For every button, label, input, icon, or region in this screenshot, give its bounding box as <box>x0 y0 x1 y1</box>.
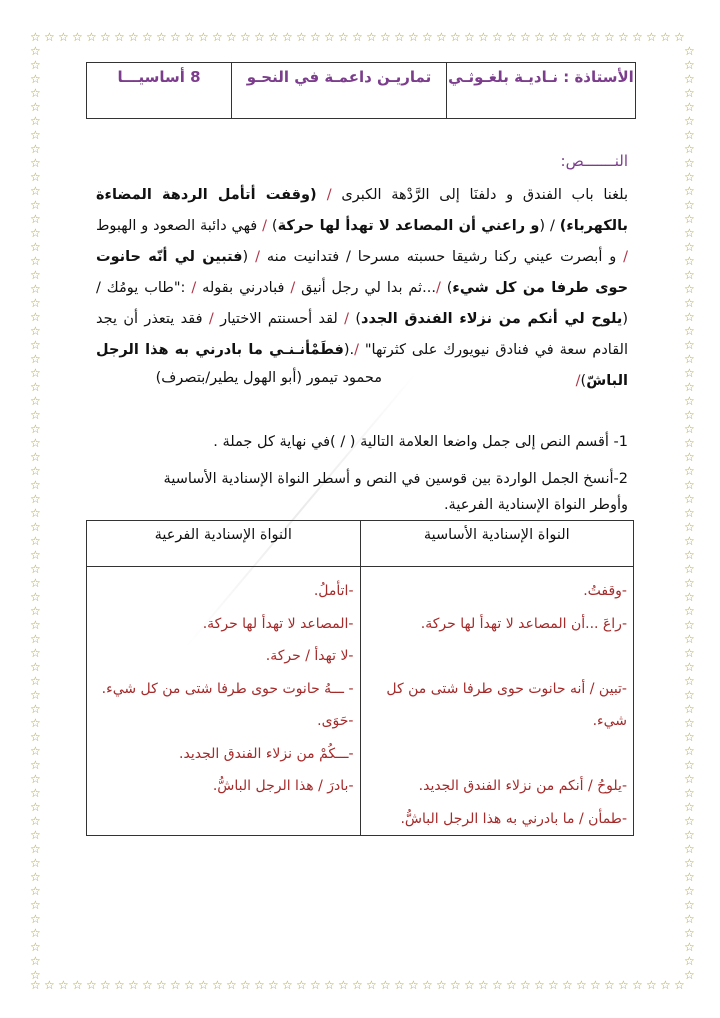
star-icon: ☆ <box>684 842 695 856</box>
star-icon: ☆ <box>100 978 111 992</box>
star-icon: ☆ <box>30 394 41 408</box>
star-icon: ☆ <box>30 800 41 814</box>
star-icon: ☆ <box>450 978 461 992</box>
answer-line: -المصاعد لا تهدأ لها حركة. <box>202 615 354 632</box>
star-icon: ☆ <box>30 548 41 562</box>
star-icon: ☆ <box>30 324 41 338</box>
star-icon: ☆ <box>684 926 695 940</box>
star-icon: ☆ <box>30 978 41 992</box>
star-icon: ☆ <box>684 716 695 730</box>
star-icon: ☆ <box>268 978 279 992</box>
star-icon: ☆ <box>684 702 695 716</box>
sentence-separator: / <box>326 187 332 203</box>
star-icon: ☆ <box>30 660 41 674</box>
answer-line: -تبين / أنه حانوت حوى طرفا شتى من كل شيء. <box>386 680 627 729</box>
star-icon: ☆ <box>684 660 695 674</box>
star-icon: ☆ <box>30 618 41 632</box>
star-icon: ☆ <box>684 576 695 590</box>
star-icon: ☆ <box>240 978 251 992</box>
star-icon: ☆ <box>100 30 111 44</box>
passage-segment: فهي دائبة الصعود و الهبوط <box>96 218 263 234</box>
star-icon: ☆ <box>30 450 41 464</box>
star-icon: ☆ <box>30 632 41 646</box>
star-icon: ☆ <box>684 338 695 352</box>
passage-segment: فتبين لي أنّه حانوت حوى طرفا من كل شيء <box>96 249 629 296</box>
star-icon: ☆ <box>684 534 695 548</box>
star-icon: ☆ <box>684 44 695 58</box>
passage-segment: بلغنا باب الفندق و دلفنَا إلى الرَّدْهة الكبرى <box>331 187 628 203</box>
star-icon: ☆ <box>684 114 695 128</box>
star-icon: ☆ <box>338 30 349 44</box>
star-icon: ☆ <box>646 30 657 44</box>
star-icon: ☆ <box>30 464 41 478</box>
star-icon: ☆ <box>684 856 695 870</box>
star-icon: ☆ <box>684 758 695 772</box>
star-icon: ☆ <box>30 366 41 380</box>
star-icon: ☆ <box>366 978 377 992</box>
star-icon: ☆ <box>30 254 41 268</box>
star-icon: ☆ <box>604 978 615 992</box>
star-icon: ☆ <box>684 422 695 436</box>
star-icon: ☆ <box>684 226 695 240</box>
passage-segment: و راعني أن المصاعد لا تهدأ لها حركة <box>277 218 540 234</box>
star-icon: ☆ <box>684 954 695 968</box>
star-icon: ☆ <box>30 786 41 800</box>
answer-line: -طمأن / ما بادرني به هذا الرجل الباشُّ. <box>400 810 627 827</box>
star-icon: ☆ <box>156 30 167 44</box>
star-icon: ☆ <box>268 30 279 44</box>
star-icon: ☆ <box>632 978 643 992</box>
star-icon: ☆ <box>646 978 657 992</box>
reading-passage <box>96 180 628 397</box>
star-icon: ☆ <box>684 156 695 170</box>
star-icon: ☆ <box>30 478 41 492</box>
star-icon: ☆ <box>464 978 475 992</box>
worksheet-subject: تماريـن داعمـة في النحـو <box>231 63 446 118</box>
star-icon: ☆ <box>492 30 503 44</box>
star-icon: ☆ <box>30 170 41 184</box>
star-icon: ☆ <box>492 978 503 992</box>
passage-segment: فطَمْأنـنـي ما بادرني به هذا الرجل الباشّ <box>96 342 628 389</box>
star-icon: ☆ <box>422 30 433 44</box>
answer-line: -اتأملُ. <box>313 583 354 599</box>
star-icon: ☆ <box>684 366 695 380</box>
star-icon: ☆ <box>590 978 601 992</box>
star-icon: ☆ <box>184 978 195 992</box>
star-icon: ☆ <box>684 128 695 142</box>
passage-segment: (وقفت أتأمل الردهة المضاءة بالكهرباء) <box>96 187 628 234</box>
star-icon: ☆ <box>30 268 41 282</box>
star-icon: ☆ <box>520 30 531 44</box>
star-icon: ☆ <box>380 30 391 44</box>
star-icon: ☆ <box>618 978 629 992</box>
teacher-name: الأستاذة : نـاديـة بلغـوثـي <box>446 63 635 118</box>
star-icon: ☆ <box>240 30 251 44</box>
star-icon: ☆ <box>366 30 377 44</box>
star-icon: ☆ <box>380 978 391 992</box>
passage-segment: لقد أحسنتم الاختيار <box>213 311 345 327</box>
star-icon: ☆ <box>30 58 41 72</box>
answer-line <box>365 640 628 673</box>
star-icon: ☆ <box>684 212 695 226</box>
star-icon: ☆ <box>198 30 209 44</box>
star-icon: ☆ <box>30 772 41 786</box>
star-icon: ☆ <box>324 978 335 992</box>
star-icon: ☆ <box>30 674 41 688</box>
star-icon: ☆ <box>684 492 695 506</box>
star-icon: ☆ <box>30 688 41 702</box>
star-icon: ☆ <box>684 184 695 198</box>
star-icon: ☆ <box>30 310 41 324</box>
sentence-separator: / <box>575 373 581 389</box>
passage-segment: و أبصرت عيني ركنا رشيقا حسبته مسرحا / فتدانيت منه <box>259 249 624 265</box>
star-icon: ☆ <box>30 296 41 310</box>
star-icon: ☆ <box>30 898 41 912</box>
star-icon: ☆ <box>684 506 695 520</box>
star-icon: ☆ <box>226 978 237 992</box>
star-icon: ☆ <box>684 898 695 912</box>
answer-line: -لا تهدأ / حركة. <box>265 648 354 664</box>
star-icon: ☆ <box>684 352 695 366</box>
sentence-separator: / <box>344 311 350 327</box>
star-icon: ☆ <box>30 352 41 366</box>
star-icon: ☆ <box>684 58 695 72</box>
star-icon: ☆ <box>684 828 695 842</box>
star-icon: ☆ <box>30 380 41 394</box>
star-icon: ☆ <box>86 978 97 992</box>
star-icon: ☆ <box>30 730 41 744</box>
star-icon: ☆ <box>296 978 307 992</box>
star-icon: ☆ <box>44 30 55 44</box>
star-icon: ☆ <box>534 978 545 992</box>
sentence-separator: / <box>290 280 296 296</box>
star-icon: ☆ <box>684 436 695 450</box>
star-icon: ☆ <box>684 310 695 324</box>
star-icon: ☆ <box>684 198 695 212</box>
sentence-separator: / <box>191 280 197 296</box>
star-icon: ☆ <box>30 240 41 254</box>
passage-segment: ( <box>242 249 256 265</box>
star-icon: ☆ <box>562 30 573 44</box>
star-icon: ☆ <box>684 254 695 268</box>
star-icon: ☆ <box>684 870 695 884</box>
star-icon: ☆ <box>684 282 695 296</box>
star-icon: ☆ <box>576 978 587 992</box>
star-icon: ☆ <box>30 954 41 968</box>
star-icon: ☆ <box>674 30 685 44</box>
answer-line: -ـــكُمْ من نزلاء الفندق الجديد. <box>179 745 354 762</box>
star-icon: ☆ <box>684 72 695 86</box>
star-icon: ☆ <box>184 30 195 44</box>
passage-segment: ...ثم بدا لي رجل أنيق <box>295 280 436 296</box>
star-icon: ☆ <box>30 562 41 576</box>
star-icon: ☆ <box>684 450 695 464</box>
star-icon: ☆ <box>114 30 125 44</box>
star-icon: ☆ <box>30 884 41 898</box>
star-icon: ☆ <box>338 978 349 992</box>
star-icon: ☆ <box>684 604 695 618</box>
answer-line: - ـــهُ حانوت حوى طرفا شتى من كل شيء. <box>101 680 354 697</box>
star-icon: ☆ <box>114 978 125 992</box>
star-icon: ☆ <box>170 30 181 44</box>
sentence-separator: / <box>262 218 268 234</box>
star-icon: ☆ <box>128 30 139 44</box>
star-icon: ☆ <box>30 646 41 660</box>
author-citation: محمود تيمور (أبو الهول يطير/بتصرف) <box>155 370 382 386</box>
star-icon: ☆ <box>436 30 447 44</box>
star-icon: ☆ <box>684 142 695 156</box>
star-icon: ☆ <box>30 44 41 58</box>
star-icon: ☆ <box>30 282 41 296</box>
star-icon: ☆ <box>632 30 643 44</box>
star-icon: ☆ <box>72 30 83 44</box>
star-icon: ☆ <box>142 30 153 44</box>
star-icon: ☆ <box>30 128 41 142</box>
star-icon: ☆ <box>30 198 41 212</box>
star-icon: ☆ <box>684 562 695 576</box>
star-icon: ☆ <box>422 978 433 992</box>
star-icon: ☆ <box>30 604 41 618</box>
answer-line <box>365 738 628 771</box>
star-icon: ☆ <box>604 30 615 44</box>
star-icon: ☆ <box>684 884 695 898</box>
star-icon: ☆ <box>684 618 695 632</box>
star-icon: ☆ <box>212 30 223 44</box>
star-icon: ☆ <box>30 758 41 772</box>
answer-line: -وقفتُ. <box>583 583 627 599</box>
star-icon: ☆ <box>684 590 695 604</box>
star-icon: ☆ <box>30 114 41 128</box>
star-icon: ☆ <box>30 534 41 548</box>
star-icon: ☆ <box>30 436 41 450</box>
star-icon: ☆ <box>684 408 695 422</box>
star-icon: ☆ <box>30 828 41 842</box>
column-header-main: النواة الإسنادية الأساسية <box>360 521 634 567</box>
passage-segment: ) <box>349 311 362 327</box>
star-icon: ☆ <box>30 184 41 198</box>
star-icon: ☆ <box>296 30 307 44</box>
passage-segment: .( <box>343 342 355 358</box>
star-icon: ☆ <box>684 800 695 814</box>
star-icon: ☆ <box>44 978 55 992</box>
star-icon: ☆ <box>156 978 167 992</box>
star-icon: ☆ <box>684 170 695 184</box>
star-icon: ☆ <box>30 100 41 114</box>
star-icon: ☆ <box>660 978 671 992</box>
star-icon: ☆ <box>506 30 517 44</box>
star-icon: ☆ <box>30 142 41 156</box>
star-icon: ☆ <box>464 30 475 44</box>
star-icon: ☆ <box>30 408 41 422</box>
star-icon: ☆ <box>30 744 41 758</box>
question-2: 2-أنسخ الجمل الواردة بين قوسين في النص و أسطر النواة الإسنادية الأساسية وأوطر النواة الإسنادية الفرعية. <box>163 471 628 513</box>
star-icon: ☆ <box>562 978 573 992</box>
star-icon: ☆ <box>590 30 601 44</box>
star-icon: ☆ <box>352 978 363 992</box>
star-icon: ☆ <box>30 226 41 240</box>
main-core-answers <box>360 567 634 836</box>
star-icon: ☆ <box>548 30 559 44</box>
star-icon: ☆ <box>58 30 69 44</box>
star-icon: ☆ <box>674 978 685 992</box>
star-icon: ☆ <box>684 520 695 534</box>
star-icon: ☆ <box>72 978 83 992</box>
star-icon: ☆ <box>30 30 41 44</box>
star-icon: ☆ <box>684 814 695 828</box>
star-icon: ☆ <box>684 912 695 926</box>
question-1: 1- أقسم النص إلى جمل واضعا العلامة التالية ( / )في نهاية كل جملة . <box>213 434 628 450</box>
star-icon: ☆ <box>576 30 587 44</box>
star-icon: ☆ <box>684 940 695 954</box>
star-icon: ☆ <box>684 632 695 646</box>
star-icon: ☆ <box>436 978 447 992</box>
star-icon: ☆ <box>684 478 695 492</box>
star-icon: ☆ <box>684 968 695 982</box>
star-icon: ☆ <box>520 978 531 992</box>
star-icon: ☆ <box>142 978 153 992</box>
star-icon: ☆ <box>684 100 695 114</box>
star-icon: ☆ <box>30 212 41 226</box>
star-icon: ☆ <box>684 646 695 660</box>
answer-table <box>86 520 634 836</box>
star-icon: ☆ <box>30 338 41 352</box>
star-icon: ☆ <box>30 72 41 86</box>
star-icon: ☆ <box>310 978 321 992</box>
star-icon: ☆ <box>684 394 695 408</box>
star-icon: ☆ <box>198 978 209 992</box>
sentence-separator: / <box>255 249 260 265</box>
star-icon: ☆ <box>282 978 293 992</box>
answer-line: -يلوحُ / أنكم من نزلاء الفندق الجديد. <box>418 778 627 794</box>
star-icon: ☆ <box>30 940 41 954</box>
passage-segment: يلوح لي أنكم من نزلاء الفندق الجدد <box>361 311 623 327</box>
star-icon: ☆ <box>684 324 695 338</box>
star-icon: ☆ <box>30 506 41 520</box>
star-icon: ☆ <box>30 716 41 730</box>
column-header-sub: النواة الإسنادية الفرعية <box>87 521 361 567</box>
answer-line: -راعَ ...أن المصاعد لا تهدأ لها حركة. <box>420 615 627 632</box>
star-icon: ☆ <box>30 422 41 436</box>
header-table <box>86 62 636 119</box>
star-icon: ☆ <box>394 30 405 44</box>
star-icon: ☆ <box>30 86 41 100</box>
star-icon: ☆ <box>408 30 419 44</box>
passage-segment: ) <box>580 373 587 389</box>
answer-line: -حَوَى. <box>317 713 354 729</box>
passage-segment: / ( <box>539 218 560 234</box>
star-icon: ☆ <box>478 978 489 992</box>
star-icon: ☆ <box>660 30 671 44</box>
star-icon: ☆ <box>128 978 139 992</box>
star-icon: ☆ <box>30 926 41 940</box>
star-icon: ☆ <box>30 814 41 828</box>
sub-core-answers <box>87 567 361 836</box>
sentence-separator: / <box>623 249 628 265</box>
star-icon: ☆ <box>684 786 695 800</box>
star-icon: ☆ <box>684 464 695 478</box>
passage-segment: :"طاب يومُك / ( <box>96 280 628 327</box>
passage-segment: فبادرني بقوله <box>196 280 291 296</box>
passage-segment: فقد يتعذر أن يجد القادم سعة في فنادق نيويورك على كثرتها" <box>96 311 628 358</box>
star-icon: ☆ <box>684 730 695 744</box>
star-icon: ☆ <box>30 842 41 856</box>
star-icon: ☆ <box>58 978 69 992</box>
star-icon: ☆ <box>684 548 695 562</box>
sentence-separator: / <box>354 342 360 358</box>
star-icon: ☆ <box>30 492 41 506</box>
passage-segment: ) <box>267 218 278 234</box>
star-icon: ☆ <box>478 30 489 44</box>
star-icon: ☆ <box>282 30 293 44</box>
text-title: النـــــــص: <box>560 152 628 170</box>
grade-level: 8 أساسيـــا <box>117 68 201 86</box>
star-icon: ☆ <box>86 30 97 44</box>
star-icon: ☆ <box>684 772 695 786</box>
star-icon: ☆ <box>684 240 695 254</box>
star-icon: ☆ <box>684 268 695 282</box>
star-icon: ☆ <box>30 520 41 534</box>
star-icon: ☆ <box>254 978 265 992</box>
star-icon: ☆ <box>534 30 545 44</box>
star-icon: ☆ <box>684 86 695 100</box>
star-icon: ☆ <box>30 912 41 926</box>
answer-line: -بادرَ / هذا الرجل الباشُّ. <box>212 778 354 794</box>
star-icon: ☆ <box>450 30 461 44</box>
sentence-separator: / <box>208 311 214 327</box>
star-icon: ☆ <box>226 30 237 44</box>
star-icon: ☆ <box>684 380 695 394</box>
star-icon: ☆ <box>684 296 695 310</box>
star-icon: ☆ <box>394 978 405 992</box>
star-icon: ☆ <box>254 30 265 44</box>
star-icon: ☆ <box>408 978 419 992</box>
star-icon: ☆ <box>30 856 41 870</box>
star-icon: ☆ <box>684 744 695 758</box>
star-icon: ☆ <box>30 590 41 604</box>
star-icon: ☆ <box>30 870 41 884</box>
star-icon: ☆ <box>30 156 41 170</box>
star-icon: ☆ <box>684 688 695 702</box>
passage-segment: ) <box>440 280 453 296</box>
star-icon: ☆ <box>548 978 559 992</box>
star-icon: ☆ <box>30 702 41 716</box>
star-icon: ☆ <box>618 30 629 44</box>
star-icon: ☆ <box>310 30 321 44</box>
star-icon: ☆ <box>30 968 41 982</box>
star-icon: ☆ <box>684 674 695 688</box>
star-icon: ☆ <box>212 978 223 992</box>
star-icon: ☆ <box>352 30 363 44</box>
sentence-separator: / <box>435 280 441 296</box>
star-icon: ☆ <box>506 978 517 992</box>
star-icon: ☆ <box>170 978 181 992</box>
star-icon: ☆ <box>30 576 41 590</box>
star-icon: ☆ <box>324 30 335 44</box>
